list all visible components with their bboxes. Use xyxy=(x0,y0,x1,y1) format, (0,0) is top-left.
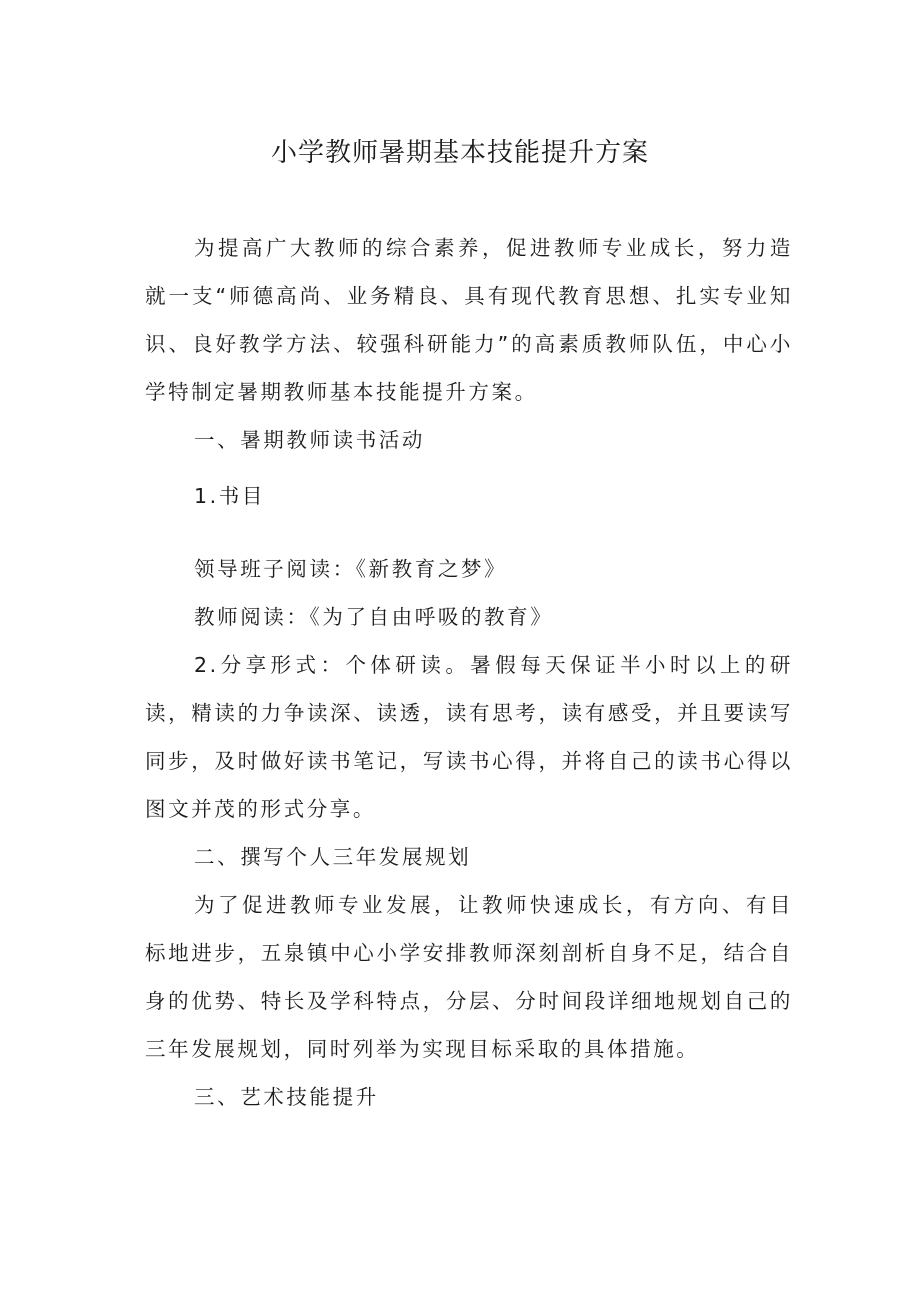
leadership-reading: 领导班子阅读：《新教育之梦》 xyxy=(194,557,508,581)
book-list-item: 1.书目 xyxy=(194,484,265,508)
sharing-format-paragraph: 2.分享形式：个体研读。暑假每天保证半小时以上的研读，精读的力争读深、读透，读有思考，读有感受，并且要读写同步，及时做好读书笔记，写读书心得，并将自己的读书心得以图文并茂的形式分享。 xyxy=(145,653,793,821)
section-two-heading: 二、撰写个人三年发展规划 xyxy=(194,845,472,869)
document-title: 小学教师暑期基本技能提升方案 xyxy=(270,138,649,168)
section-three-heading: 三、艺术技能提升 xyxy=(194,1085,379,1109)
development-plan-paragraph: 为了促进教师专业发展，让教师快速成长，有方向、有目标地进步，五泉镇中心小学安排教师深刻剖析自身不足，结合自身的优势、特长及学科特点，分层、分时间段详细地规划自己的三年发展规划，同时列举为实现目标采取的具体措施。 xyxy=(145,893,793,1061)
teacher-reading: 教师阅读：《为了自由呼吸的教育》 xyxy=(194,605,554,629)
intro-paragraph: 为提高广大教师的综合素养，促进教师专业成长，努力造就一支“师德高尚、业务精良、具有现代教育思想、扎实专业知识、良好教学方法、较强科研能力”的高素质教师队伍，中心小学特制定暑期教师基本技能提升方案。 xyxy=(145,236,793,404)
section-one-heading: 一、暑期教师读书活动 xyxy=(194,428,425,452)
